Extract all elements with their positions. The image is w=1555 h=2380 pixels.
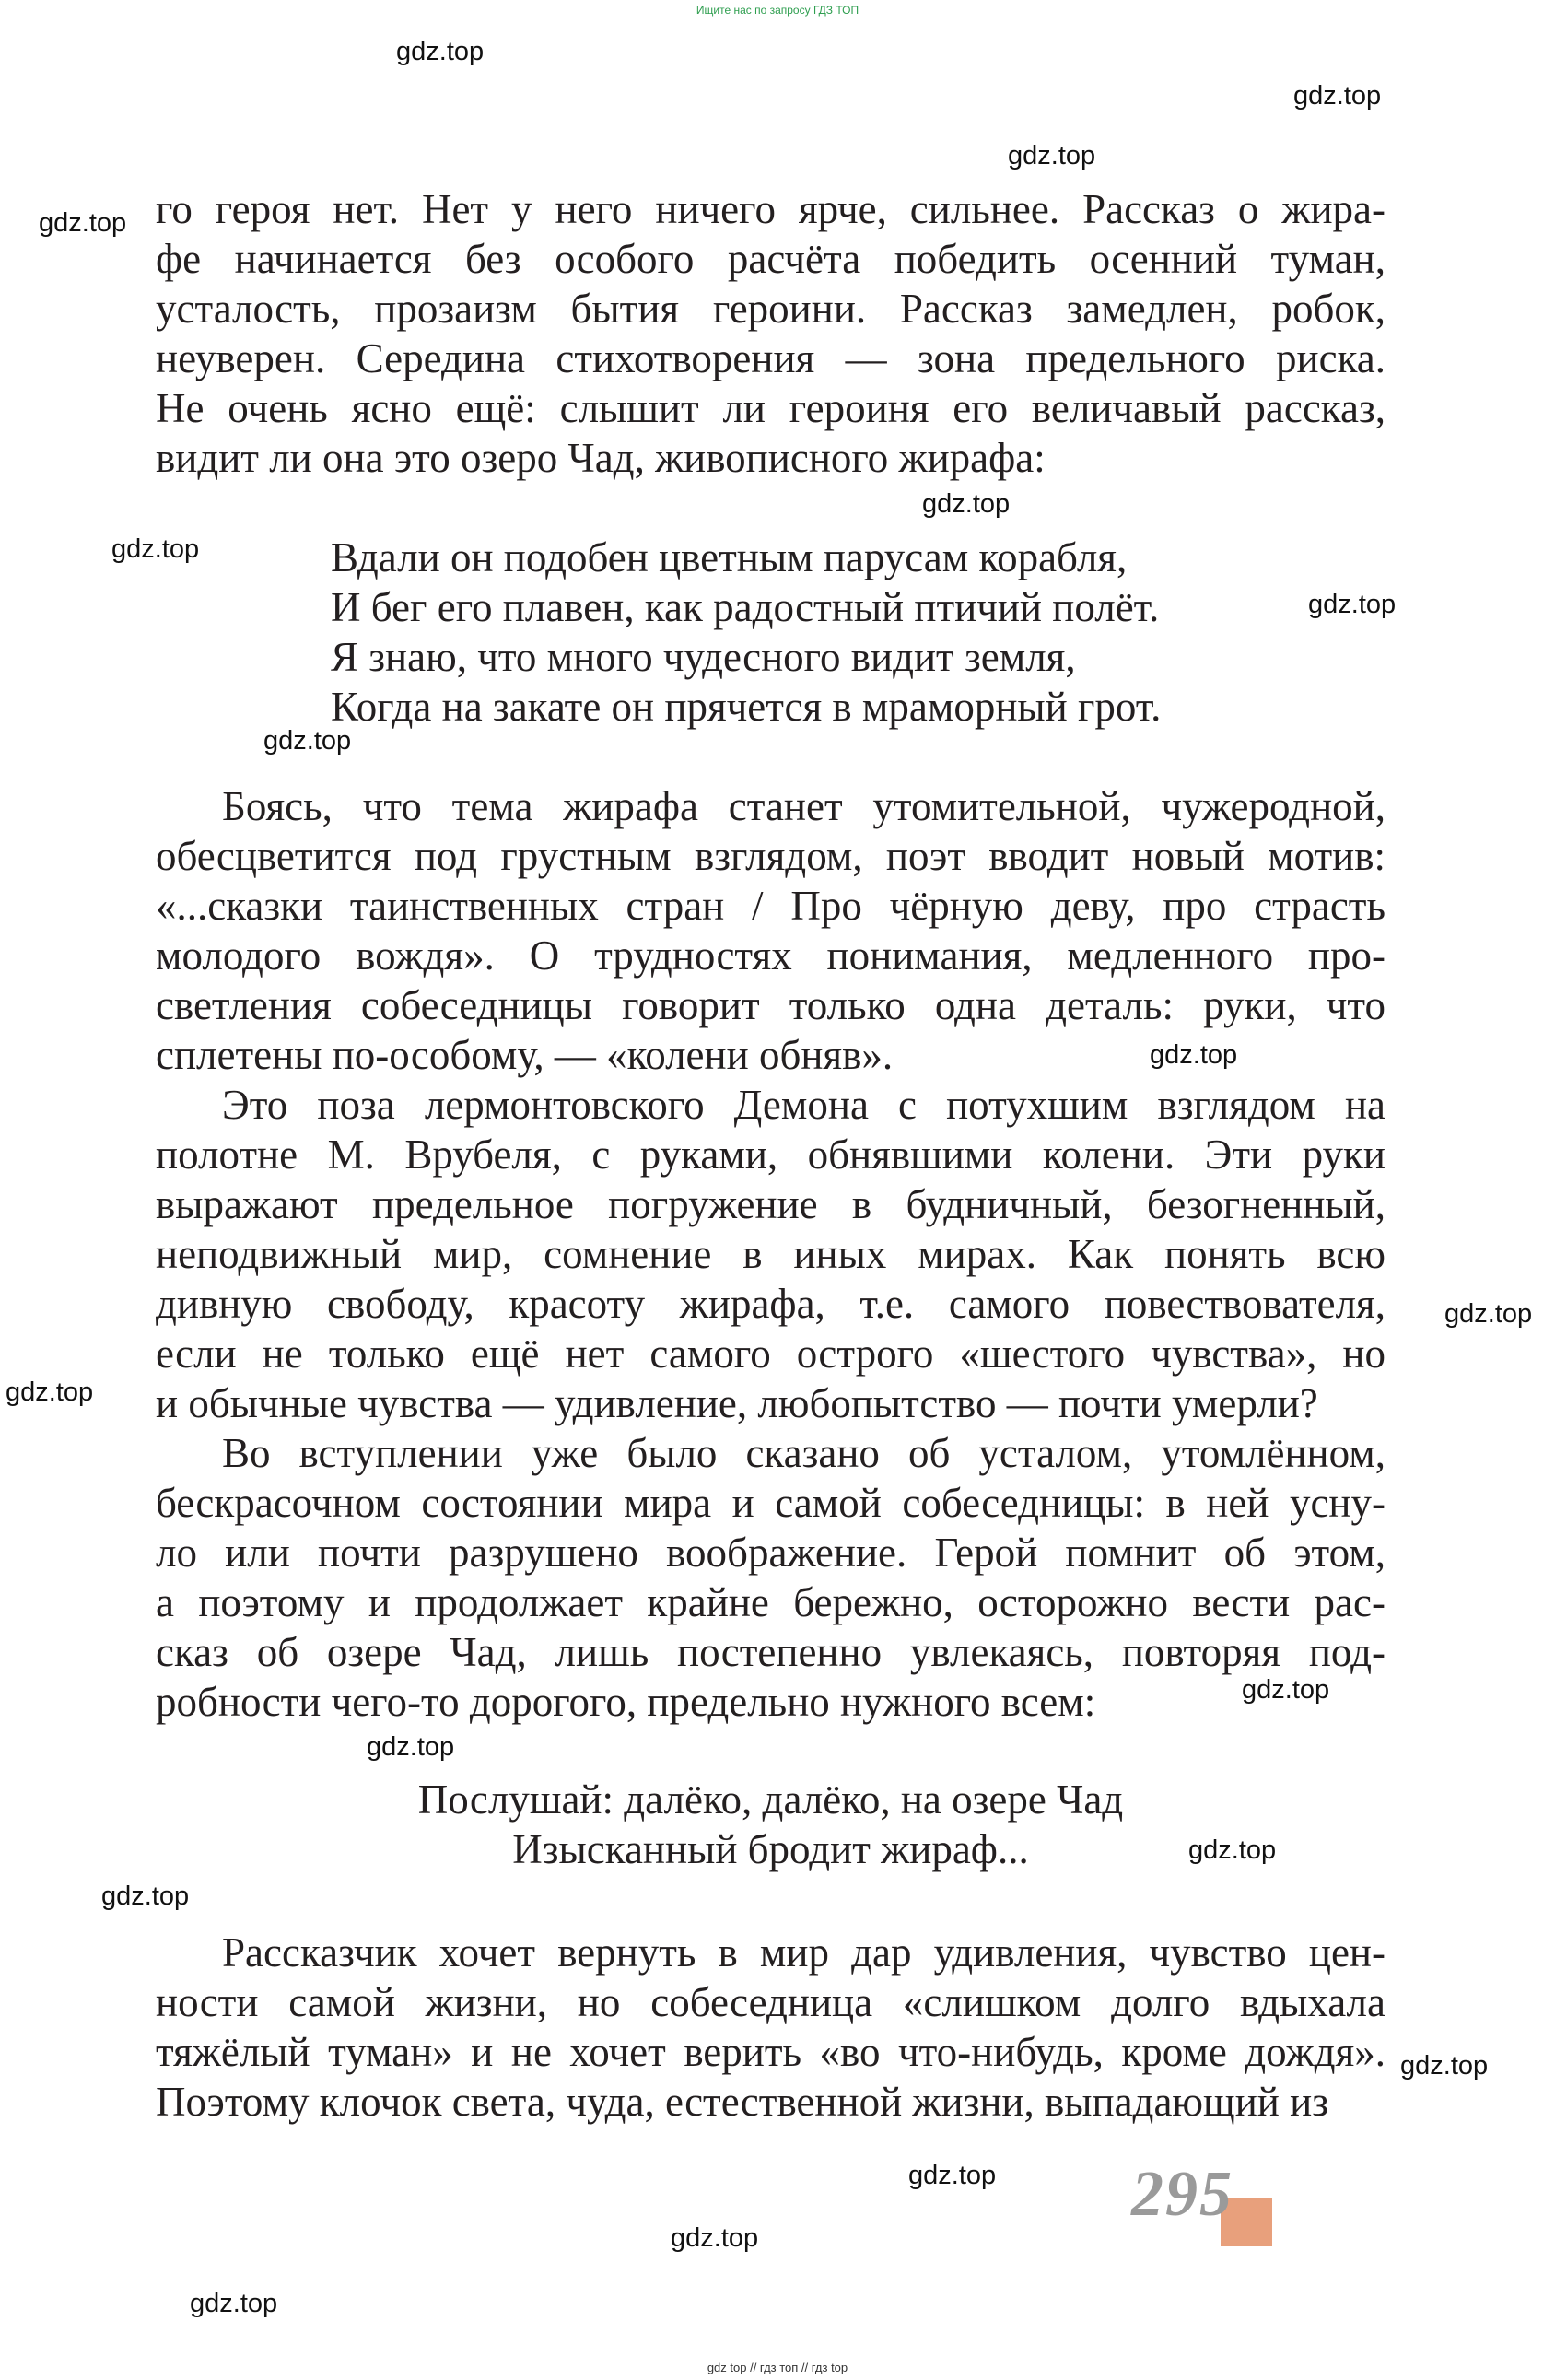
- watermark: gdz.top: [922, 489, 1011, 519]
- watermark: gdz.top: [39, 208, 127, 238]
- watermark: gdz.top: [1150, 1040, 1238, 1070]
- verse-line: Я знаю, что много чудесного видит земля,: [331, 634, 1076, 680]
- text-line: ности самой жизни, но собеседница «слишком долго вдыхала: [156, 1979, 1385, 2025]
- watermark: gdz.top: [6, 1378, 94, 1407]
- watermark: gdz.top: [111, 534, 200, 564]
- watermark: gdz.top: [1400, 2051, 1489, 2081]
- watermark: gdz.top: [1188, 1835, 1277, 1865]
- text-line: сплетены по-особому, — «колени обняв».: [156, 1032, 894, 1078]
- text-line: фе начинается без особого расчёта победить осенний туман,: [156, 236, 1385, 282]
- watermark: gdz.top: [263, 726, 352, 756]
- text-line: робности чего-то дорогого, предельно нужного всем:: [156, 1679, 1096, 1725]
- text-line: тяжёлый туман» и не хочет верить «во что-нибудь, кроме дождя».: [156, 2029, 1385, 2075]
- text-line: неподвижный мир, сомнение в иных мирах. Как понять всю: [156, 1231, 1385, 1277]
- text-line: Во вступлении уже было сказано об усталом, утомлённом,: [222, 1430, 1385, 1476]
- verse-quote-1: [331, 533, 1161, 732]
- watermark: gdz.top: [671, 2223, 759, 2253]
- text-line: усталость, прозаизм бытия героини. Рассказ замедлен, робок,: [156, 286, 1385, 332]
- watermark: gdz.top: [190, 2289, 278, 2318]
- text-line: выражают предельное погружение в будничный, безогненный,: [156, 1181, 1385, 1227]
- text-line: Не очень ясно ещё: слышит ли героиня его величавый рассказ,: [156, 385, 1385, 431]
- text-line: Это поза лермонтовского Демона с потухшим взглядом на: [222, 1082, 1385, 1128]
- paragraph-1: [156, 184, 1385, 483]
- verse-line: Послушай: далёко, далёко, на озере Чад: [417, 1776, 1124, 1823]
- watermark: gdz.top: [908, 2161, 997, 2190]
- paragraph-3: [156, 1080, 1385, 1428]
- top-banner: Ищите нас по запросу ГДЗ ТОП: [696, 4, 859, 17]
- text-line: Рассказчик хочет вернуть в мир дар удивления, чувство цен-: [222, 1929, 1385, 1976]
- paragraph-2: [156, 781, 1385, 1080]
- text-line: а поэтому и продолжает крайне бережно, осторожно вести рас-: [156, 1579, 1385, 1625]
- paragraph-4: [156, 1428, 1385, 1727]
- watermark: gdz.top: [396, 37, 485, 66]
- text-line: «...сказки таинственных стран / Про чёрную деву, про страсть: [156, 883, 1385, 929]
- text-line: если не только ещё нет самого острого «шестого чувства», но: [156, 1331, 1385, 1377]
- verse-line: Когда на закате он прячется в мраморный грот.: [331, 684, 1162, 730]
- verse-line: Изысканный бродит жираф...: [512, 1826, 1029, 1872]
- watermark: gdz.top: [1242, 1675, 1330, 1705]
- text-line: Поэтому клочок света, чуда, естественной жизни, выпадающий из: [156, 2079, 1328, 2125]
- text-line: сказ об озере Чад, лишь постепенно увлекаясь, повторяя под-: [156, 1629, 1385, 1675]
- text-line: полотне М. Врубеля, с руками, обнявшими колени. Эти руки: [156, 1131, 1385, 1178]
- text-line: видит ли она это озеро Чад, живописного жирафа:: [156, 435, 1046, 481]
- watermark: gdz.top: [1293, 81, 1382, 111]
- watermark: gdz.top: [1444, 1299, 1533, 1329]
- watermark: gdz.top: [1008, 141, 1096, 170]
- text-line: светления собеседницы говорит только одна деталь: руки, что: [156, 982, 1385, 1028]
- bottom-banner: gdz top // гдз топ // гдз top: [707, 2361, 848, 2374]
- watermark: gdz.top: [101, 1882, 190, 1911]
- text-line: го героя нет. Нет у него ничего ярче, сильнее. Рассказ о жира-: [156, 186, 1385, 232]
- watermark: gdz.top: [367, 1732, 455, 1762]
- text-line: обесцветится под грустным взглядом, поэт вводит новый мотив:: [156, 833, 1385, 879]
- watermark: gdz.top: [1308, 590, 1397, 619]
- page-number: 295: [1131, 2159, 1233, 2230]
- text-line: Боясь, что тема жирафа станет утомительной, чужеродной,: [222, 783, 1385, 829]
- text-line: молодого вождя». О трудностях понимания, медленного про-: [156, 932, 1385, 979]
- paragraph-5: [156, 1928, 1385, 2127]
- text-line: неуверен. Середина стихотворения — зона предельного риска.: [156, 335, 1385, 381]
- verse-line: И бег его плавен, как радостный птичий полёт.: [331, 584, 1160, 630]
- verse-line: Вдали он подобен цветным парусам корабля,: [331, 534, 1128, 580]
- text-line: ло или почти разрушено воображение. Герой помнит об этом,: [156, 1530, 1385, 1576]
- text-line: и обычные чувства — удивление, любопытство — почти умерли?: [156, 1380, 1318, 1426]
- text-line: бескрасочном состоянии мира и самой собеседницы: в ней усну-: [156, 1480, 1385, 1526]
- text-line: дивную свободу, красоту жирафа, т.е. самого повествователя,: [156, 1281, 1385, 1327]
